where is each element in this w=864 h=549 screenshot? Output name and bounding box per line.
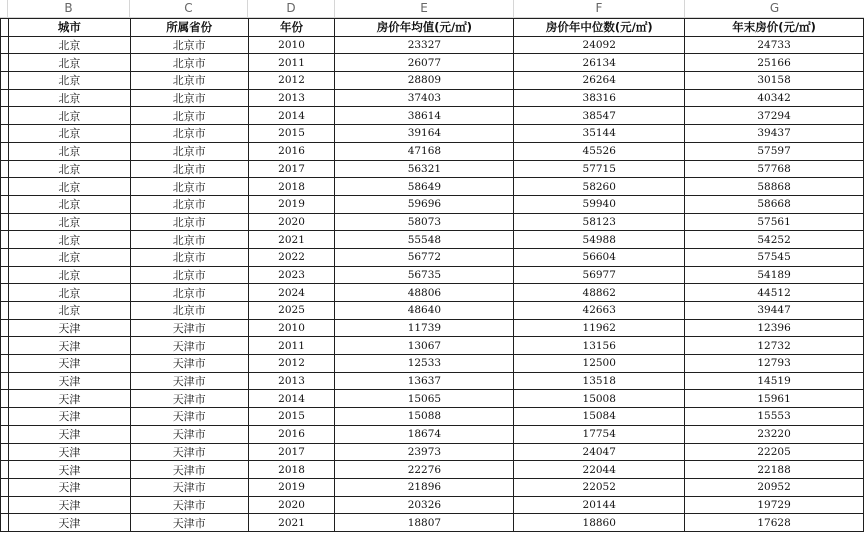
cell-median-price[interactable]: 38547 [514, 107, 685, 125]
cell-median-price[interactable]: 57715 [514, 160, 685, 178]
cell-year[interactable]: 2021 [248, 514, 335, 532]
cell-year[interactable]: 2025 [248, 302, 335, 320]
cell-year[interactable]: 2024 [248, 284, 335, 302]
cell-yearend-price[interactable]: 58668 [685, 195, 864, 213]
cell-yearend-price[interactable]: 24733 [685, 36, 864, 54]
table-row [1, 142, 864, 160]
row-number-cell[interactable] [1, 496, 9, 514]
cell-city[interactable]: 天津 [8, 355, 130, 373]
cell-year[interactable]: 2014 [248, 107, 335, 125]
table-row [1, 125, 864, 143]
cell-median-price[interactable]: 12500 [514, 355, 685, 373]
cell-yearend-price[interactable]: 39447 [685, 302, 864, 320]
column-header-d[interactable]: D [248, 0, 335, 17]
cell-avg-price[interactable]: 18674 [335, 425, 514, 443]
cell-year[interactable]: 2012 [248, 72, 335, 90]
table-row [1, 319, 864, 337]
cell-province[interactable]: 天津市 [130, 514, 248, 532]
row-number-cell[interactable] [1, 266, 9, 284]
table-row [1, 284, 864, 302]
cell-yearend-price[interactable]: 40342 [685, 89, 864, 107]
cell-median-price[interactable]: 18860 [514, 514, 685, 532]
cell-province[interactable]: 天津市 [130, 319, 248, 337]
row-number-cell[interactable] [1, 319, 9, 337]
cell-avg-price[interactable]: 28809 [335, 72, 514, 90]
cell-median-price[interactable]: 26264 [514, 72, 685, 90]
row-number-cell[interactable] [1, 19, 9, 37]
cell-avg-price[interactable]: 39164 [335, 125, 514, 143]
header-row [1, 19, 864, 37]
cell-yearend-price[interactable]: 15961 [685, 390, 864, 408]
row-number-cell[interactable] [1, 302, 9, 320]
table-row [1, 478, 864, 496]
cell-city[interactable]: 北京 [8, 213, 130, 231]
cell-province[interactable]: 天津市 [130, 461, 248, 479]
row-number-cell[interactable] [1, 195, 9, 213]
cell-median-price[interactable]: 56604 [514, 248, 685, 266]
cell-year[interactable]: 2016 [248, 142, 335, 160]
cell-province[interactable]: 北京市 [130, 72, 248, 90]
cell-avg-price[interactable]: 15065 [335, 390, 514, 408]
cell-province[interactable]: 北京市 [130, 248, 248, 266]
cell-province[interactable]: 天津市 [130, 372, 248, 390]
cell-year[interactable]: 2023 [248, 266, 335, 284]
cell-median-price[interactable]: 11962 [514, 319, 685, 337]
cell-avg-price[interactable]: 22276 [335, 461, 514, 479]
row-number-cell[interactable] [1, 514, 9, 532]
cell-city[interactable]: 北京 [8, 89, 130, 107]
cell-avg-price[interactable]: 13067 [335, 337, 514, 355]
cell-province[interactable]: 北京市 [130, 36, 248, 54]
cell-city[interactable]: 天津 [8, 496, 130, 514]
cell-province[interactable]: 北京市 [130, 107, 248, 125]
table-row [1, 443, 864, 461]
cell-yearend-price[interactable]: 57561 [685, 213, 864, 231]
row-number-cell[interactable] [1, 478, 9, 496]
cell-province[interactable]: 天津市 [130, 496, 248, 514]
row-number-cell[interactable] [1, 337, 9, 355]
cell-city[interactable]: 天津 [8, 390, 130, 408]
cell-yearend-price[interactable]: 12396 [685, 319, 864, 337]
cell-year[interactable]: 2010 [248, 36, 335, 54]
cell-median-price[interactable]: 22052 [514, 478, 685, 496]
cell-median-price[interactable]: 42663 [514, 302, 685, 320]
cell-province[interactable]: 北京市 [130, 178, 248, 196]
cell-avg-price[interactable]: 58073 [335, 213, 514, 231]
table-row [1, 107, 864, 125]
cell-avg-price[interactable]: 37403 [335, 89, 514, 107]
cell-yearend-price[interactable]: 44512 [685, 284, 864, 302]
cell-province[interactable]: 天津市 [130, 408, 248, 426]
cell-year[interactable]: 2020 [248, 213, 335, 231]
cell-median-price[interactable]: 20144 [514, 496, 685, 514]
cell-median-price[interactable]: 13156 [514, 337, 685, 355]
cell-year[interactable]: 2013 [248, 89, 335, 107]
cell-city[interactable]: 北京 [8, 36, 130, 54]
cell-median-price[interactable]: 59940 [514, 195, 685, 213]
cell-median-price[interactable]: 26134 [514, 54, 685, 72]
cell-yearend-price[interactable]: 19729 [685, 496, 864, 514]
header-cell-city[interactable]: 城市 [8, 19, 130, 37]
header-cell-year[interactable]: 年份 [248, 19, 335, 37]
cell-yearend-price[interactable]: 57545 [685, 248, 864, 266]
header-cell-province[interactable]: 所属省份 [130, 19, 248, 37]
cell-city[interactable]: 北京 [8, 142, 130, 160]
cell-city[interactable]: 北京 [8, 107, 130, 125]
cell-year[interactable]: 2011 [248, 337, 335, 355]
cell-yearend-price[interactable]: 58868 [685, 178, 864, 196]
cell-yearend-price[interactable]: 57768 [685, 160, 864, 178]
cell-province[interactable]: 北京市 [130, 302, 248, 320]
cell-year[interactable]: 2018 [248, 178, 335, 196]
cell-median-price[interactable]: 54988 [514, 231, 685, 249]
row-number-cell[interactable] [1, 160, 9, 178]
cell-year[interactable]: 2013 [248, 372, 335, 390]
row-number-cell[interactable] [1, 125, 9, 143]
column-header-bar [0, 0, 864, 18]
cell-province[interactable]: 天津市 [130, 337, 248, 355]
cell-avg-price[interactable]: 56735 [335, 266, 514, 284]
row-number-cell[interactable] [1, 213, 9, 231]
cell-city[interactable]: 北京 [8, 302, 130, 320]
row-number-cell[interactable] [1, 355, 9, 373]
row-number-cell[interactable] [1, 443, 9, 461]
cell-median-price[interactable]: 48862 [514, 284, 685, 302]
cell-median-price[interactable]: 38316 [514, 89, 685, 107]
cell-avg-price[interactable]: 13637 [335, 372, 514, 390]
cell-median-price[interactable]: 58260 [514, 178, 685, 196]
cell-year[interactable]: 2019 [248, 195, 335, 213]
cell-median-price[interactable]: 35144 [514, 125, 685, 143]
table-row [1, 302, 864, 320]
table-row [1, 390, 864, 408]
table-row [1, 248, 864, 266]
cell-city[interactable]: 北京 [8, 266, 130, 284]
cell-year[interactable]: 2015 [248, 408, 335, 426]
table-row [1, 514, 864, 532]
cell-avg-price[interactable]: 56321 [335, 160, 514, 178]
cell-province[interactable]: 北京市 [130, 195, 248, 213]
cell-city[interactable]: 北京 [8, 195, 130, 213]
row-number-cell[interactable] [1, 284, 9, 302]
row-number-cell[interactable] [1, 372, 9, 390]
cell-avg-price[interactable]: 59696 [335, 195, 514, 213]
cell-province[interactable]: 北京市 [130, 213, 248, 231]
row-number-cell[interactable] [1, 425, 9, 443]
table-row [1, 496, 864, 514]
cell-year[interactable]: 2014 [248, 390, 335, 408]
cell-city[interactable]: 北京 [8, 125, 130, 143]
cell-year[interactable]: 2022 [248, 248, 335, 266]
cell-city[interactable]: 天津 [8, 372, 130, 390]
cell-median-price[interactable]: 15008 [514, 390, 685, 408]
cell-avg-price[interactable]: 47168 [335, 142, 514, 160]
column-header-f[interactable]: F [514, 0, 685, 17]
cell-year[interactable]: 2015 [248, 125, 335, 143]
table-row [1, 54, 864, 72]
row-number-cell[interactable] [1, 408, 9, 426]
cell-yearend-price[interactable]: 30158 [685, 72, 864, 90]
row-number-cell[interactable] [1, 248, 9, 266]
cell-city[interactable]: 北京 [8, 72, 130, 90]
cell-avg-price[interactable]: 11739 [335, 319, 514, 337]
cell-province[interactable]: 天津市 [130, 355, 248, 373]
cell-province[interactable]: 天津市 [130, 443, 248, 461]
cell-province[interactable]: 北京市 [130, 54, 248, 72]
spreadsheet-grid [0, 18, 864, 532]
cell-median-price[interactable]: 22044 [514, 461, 685, 479]
cell-province[interactable]: 北京市 [130, 231, 248, 249]
cell-yearend-price[interactable]: 22188 [685, 461, 864, 479]
cell-year[interactable]: 2016 [248, 425, 335, 443]
table-row [1, 195, 864, 213]
cell-city[interactable]: 北京 [8, 248, 130, 266]
row-number-cell[interactable] [1, 54, 9, 72]
cell-year[interactable]: 2020 [248, 496, 335, 514]
cell-city[interactable]: 北京 [8, 54, 130, 72]
cell-city[interactable]: 天津 [8, 319, 130, 337]
cell-avg-price[interactable]: 20326 [335, 496, 514, 514]
cell-yearend-price[interactable]: 23220 [685, 425, 864, 443]
cell-avg-price[interactable]: 38614 [335, 107, 514, 125]
column-header-b[interactable]: B [8, 0, 130, 17]
cell-avg-price[interactable]: 21896 [335, 478, 514, 496]
cell-province[interactable]: 天津市 [130, 425, 248, 443]
table-row [1, 72, 864, 90]
cell-year[interactable]: 2017 [248, 443, 335, 461]
cell-avg-price[interactable]: 56772 [335, 248, 514, 266]
table-row [1, 337, 864, 355]
cell-median-price[interactable]: 24092 [514, 36, 685, 54]
cell-province[interactable]: 北京市 [130, 142, 248, 160]
table-row [1, 372, 864, 390]
cell-median-price[interactable]: 17754 [514, 425, 685, 443]
table-row [1, 425, 864, 443]
cell-yearend-price[interactable]: 17628 [685, 514, 864, 532]
cell-city[interactable]: 北京 [8, 284, 130, 302]
cell-yearend-price[interactable]: 39437 [685, 125, 864, 143]
row-number-cell[interactable] [1, 461, 9, 479]
cell-province[interactable]: 北京市 [130, 266, 248, 284]
row-number-cell[interactable] [1, 390, 9, 408]
cell-year[interactable]: 2021 [248, 231, 335, 249]
table-row [1, 213, 864, 231]
cell-city[interactable]: 天津 [8, 337, 130, 355]
cell-avg-price[interactable]: 15088 [335, 408, 514, 426]
cell-year[interactable]: 2012 [248, 355, 335, 373]
row-number-cell[interactable] [1, 142, 9, 160]
cell-yearend-price[interactable]: 57597 [685, 142, 864, 160]
cell-city[interactable]: 天津 [8, 461, 130, 479]
header-cell-median-price[interactable]: 房价年中位数(元/㎡) [514, 19, 685, 37]
row-header-corner[interactable] [0, 0, 8, 17]
cell-yearend-price[interactable]: 14519 [685, 372, 864, 390]
header-cell-avg-price[interactable]: 房价年均值(元/㎡) [335, 19, 514, 37]
cell-city[interactable]: 北京 [8, 160, 130, 178]
column-header-e[interactable]: E [335, 0, 514, 17]
table-row [1, 160, 864, 178]
column-header-c[interactable]: C [130, 0, 248, 17]
cell-yearend-price[interactable]: 37294 [685, 107, 864, 125]
cell-median-price[interactable]: 13518 [514, 372, 685, 390]
cell-year[interactable]: 2011 [248, 54, 335, 72]
cell-year[interactable]: 2019 [248, 478, 335, 496]
cell-city[interactable]: 北京 [8, 231, 130, 249]
cell-city[interactable]: 天津 [8, 478, 130, 496]
cell-province[interactable]: 天津市 [130, 390, 248, 408]
cell-avg-price[interactable]: 26077 [335, 54, 514, 72]
cell-avg-price[interactable]: 23973 [335, 443, 514, 461]
cell-median-price[interactable]: 58123 [514, 213, 685, 231]
cell-yearend-price[interactable]: 54252 [685, 231, 864, 249]
cell-city[interactable]: 天津 [8, 514, 130, 532]
cell-province[interactable]: 北京市 [130, 125, 248, 143]
cell-avg-price[interactable]: 48806 [335, 284, 514, 302]
row-number-cell[interactable] [1, 89, 9, 107]
cell-yearend-price[interactable]: 12793 [685, 355, 864, 373]
table-row [1, 178, 864, 196]
cell-yearend-price[interactable]: 22205 [685, 443, 864, 461]
cell-yearend-price[interactable]: 54189 [685, 266, 864, 284]
row-number-cell[interactable] [1, 107, 9, 125]
row-number-cell[interactable] [1, 231, 9, 249]
cell-province[interactable]: 天津市 [130, 478, 248, 496]
table-row [1, 36, 864, 54]
cell-avg-price[interactable]: 23327 [335, 36, 514, 54]
cell-median-price[interactable]: 15084 [514, 408, 685, 426]
cell-yearend-price[interactable]: 20952 [685, 478, 864, 496]
row-number-cell[interactable] [1, 72, 9, 90]
cell-city[interactable]: 天津 [8, 408, 130, 426]
cell-city[interactable]: 北京 [8, 178, 130, 196]
table-row [1, 231, 864, 249]
cell-yearend-price[interactable]: 12732 [685, 337, 864, 355]
table-row [1, 408, 864, 426]
table-row [1, 461, 864, 479]
cell-avg-price[interactable]: 55548 [335, 231, 514, 249]
row-number-cell[interactable] [1, 36, 9, 54]
cell-province[interactable]: 北京市 [130, 284, 248, 302]
table-row [1, 266, 864, 284]
cell-avg-price[interactable]: 12533 [335, 355, 514, 373]
cell-median-price[interactable]: 56977 [514, 266, 685, 284]
table-row [1, 89, 864, 107]
cell-yearend-price[interactable]: 15553 [685, 408, 864, 426]
cell-city[interactable]: 天津 [8, 425, 130, 443]
cell-year[interactable]: 2017 [248, 160, 335, 178]
cell-province[interactable]: 北京市 [130, 89, 248, 107]
cell-city[interactable]: 天津 [8, 443, 130, 461]
cell-median-price[interactable]: 24047 [514, 443, 685, 461]
row-number-cell[interactable] [1, 178, 9, 196]
cell-province[interactable]: 北京市 [130, 160, 248, 178]
cell-avg-price[interactable]: 58649 [335, 178, 514, 196]
cell-median-price[interactable]: 45526 [514, 142, 685, 160]
table-row [1, 355, 864, 373]
cell-avg-price[interactable]: 18807 [335, 514, 514, 532]
cell-yearend-price[interactable]: 25166 [685, 54, 864, 72]
column-header-g[interactable]: G [769, 1, 780, 15]
cell-avg-price[interactable]: 48640 [335, 302, 514, 320]
cell-year[interactable]: 2018 [248, 461, 335, 479]
cell-year[interactable]: 2010 [248, 319, 335, 337]
header-cell-yearend-price[interactable]: 年末房价(元/㎡) [685, 19, 864, 37]
